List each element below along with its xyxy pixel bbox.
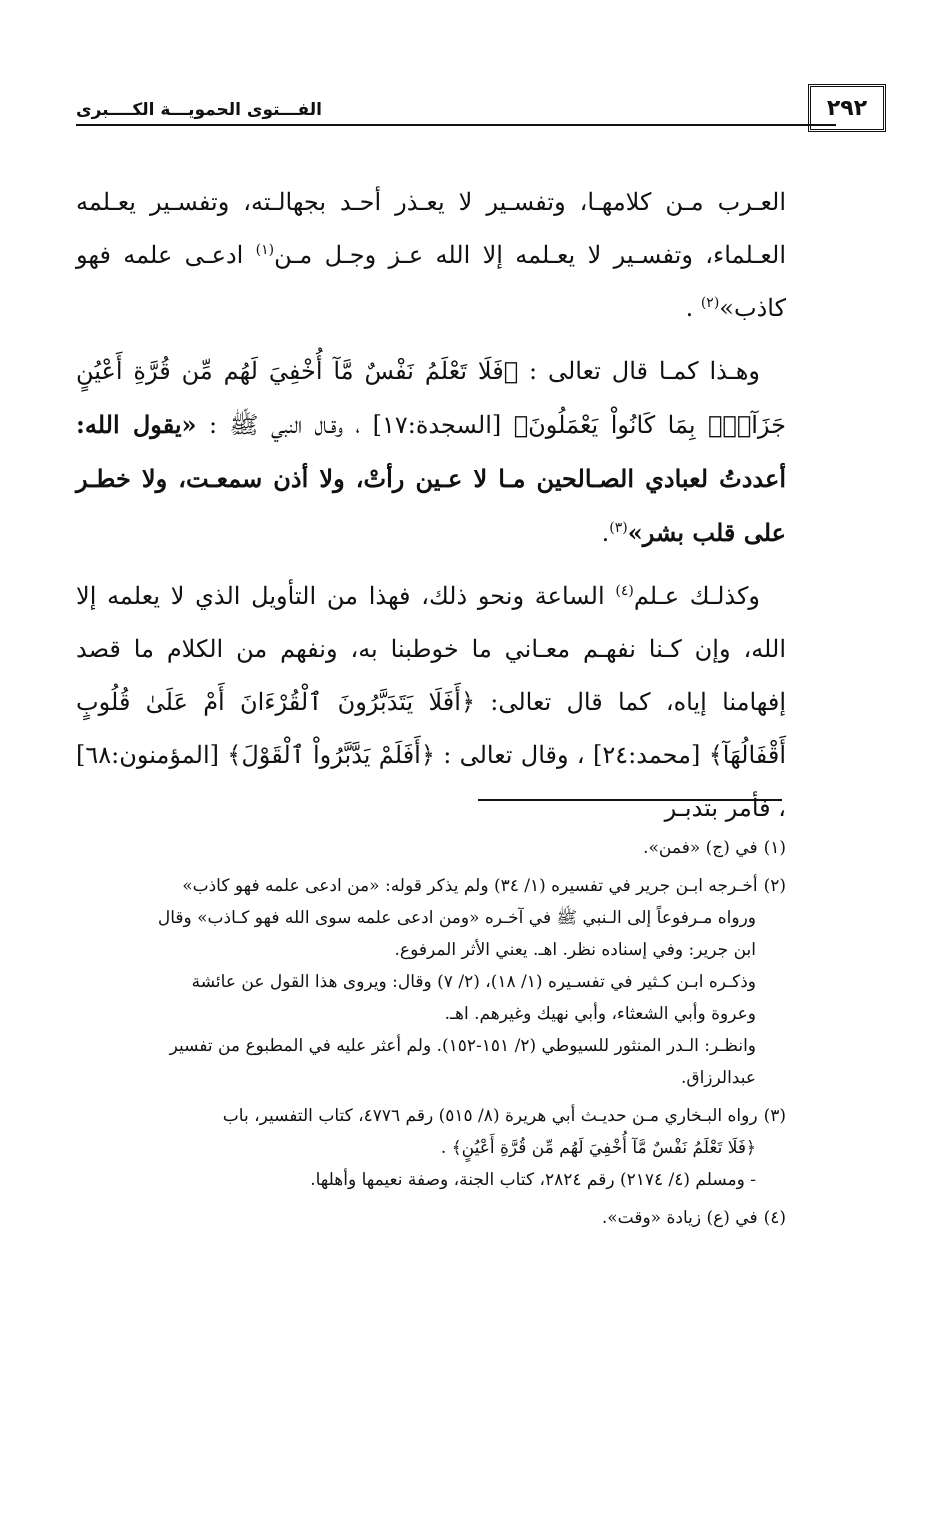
footnote-1 [76,832,786,864]
footnote-3-line-2: ﴿فَلَا تَعْلَمُ نَفْسٌ مَّآ أُخْفِيَ لَهُم مِّن قُرَّةِ أَعْيُنٍ﴾ . [440,1138,756,1158]
footnote-ref-2: (٢) [700,295,720,311]
footnote-4 [76,1202,786,1234]
footnote-separator [478,799,782,801]
paragraph-3 [76,570,786,835]
footnote-ref-1: (١) [255,242,275,258]
hadith-quote: «يقول الله: أعددتُ لعبادي الصـالحين مـا لا عـين رأتْ، ولا أذن سمعـت، ولا خطـر على قلب بشر» [76,410,786,547]
footnote-2 [76,870,786,1094]
footnote-ref-4: (٤) [615,583,634,599]
footnote-2-line-5: وعروة وأبي الشعثاء، وأبي نهيك وغيرهم. اهـ. [444,1004,756,1024]
paragraph-1 [76,176,786,335]
footnote-3-line-1-text: رواه البـخاري مـن حديـث أبي هريرة (٨/ ٥١٥) رقم ٤٧٧٦، كتاب التفسير، باب [222,1106,758,1126]
footnote-1-text: في (ج) «فمن». [643,838,758,858]
footnote-3 [76,1100,786,1196]
paragraph-3-text: الساعة ونحو ذلك، فهذا من التأويل الذي لا يعلمه إلا الله، وإن كـنا نفهـم معـاني ما خوطبنا به، ونفهم من الكلام ما قصد إفهامنا إياه، كما قال تعالى: [76,582,787,716]
footnote-3-line-1 [76,1100,786,1132]
footnote-2-line-1 [76,870,786,902]
quran-verse-sajdah: ﴿فَلَا تَعْلَمُ نَفْسٌ مَّآ أُخْفِيَ لَهُم مِّن قُرَّةِ أَعْيُنٍ جَزَآءَۢ بِمَا كَانُواْ يَعْمَلُونَ﴾ [76,357,786,439]
footnote-3-number: (٣) [763,1106,786,1126]
paragraph-3-citation-2: [المؤمنون:٦٨] ، فأمر بتدبـر [76,741,786,822]
footnote-2-line-1-text: أخـرجه ابـن جرير في تفسيره (١/ ٣٤) ولم يذكر قوله: «من ادعى علمه فهو كاذب» [182,876,758,896]
paragraph-2-citation: [السجدة:١٧] ، وقـال النبي ﷺ : [196,411,514,439]
quran-verse-muminun: ﴿أَفَلَمْ يَدَّبَّرُواْ ٱلْقَوْلَ﴾ [227,741,435,769]
footnote-ref-3: (٣) [609,520,628,536]
page-number-text: ٢٩٢ [826,95,868,121]
main-text [76,176,786,845]
paragraph-3-citation-1: [محمد:٢٤] ، وقال تعالى : [434,741,709,769]
footnote-4-number: (٤) [763,1208,786,1228]
footnote-2-line-7: عبدالرزاق. [680,1068,756,1088]
quran-verse-muhammad: ﴿أَفَلَا يَتَدَبَّرُونَ ٱلْقُرْءَانَ أَمْ عَلَىٰ قُلُوبٍ أَقْفَالُهَآ﴾ [76,688,787,769]
footnotes [76,832,786,1240]
footnote-2-line-2: ورواه مـرفوعاً إلى الـنبي ﷺ في آخـره «ومن ادعى علمه سوى الله فهو كـاذب» وقال [157,908,756,928]
running-header [76,88,836,126]
running-header-title: الفـــتوى الحمويـــة الكــــبرى [76,100,322,120]
footnote-2-number: (٢) [763,876,786,896]
footnote-1-number: (١) [763,838,786,858]
paragraph-1-text: العـرب مـن كلامهـا، وتفسـير لا يعـذر أحـد بجهالـته، وتفسـير يعـلمه العـلماء، وتفسـير لا يعـلمه إلا الله عـز وجـل مـن [76,188,786,269]
paragraph-2-end: . [601,519,610,547]
paragraph-1-end: . [685,294,701,322]
paragraph-3-intro: وكذلـك عـلم [633,582,760,610]
paragraph-1-continuation: ادعـى علمه فهو كاذب» [76,241,786,322]
footnote-2-line-3: ابن جرير: وفي إسناده نظر. اهـ. يعني الأثر المرفوع. [394,940,756,960]
paragraph-2-intro: وهـذا كمـا قال تعالى : [518,357,760,385]
footnote-2-line-6: وانظـر: الـدر المنثور للسيوطي (٢/ ١٥١-١٥٢). ولم أعثر عليه في المطبوع من تفسير [169,1036,756,1056]
paragraph-2 [76,345,786,560]
footnote-2-line-4: وذكـره ابـن كـثير في تفسـيره (١/ ١٨)، (٢/ ٧) وقال: ويروى هذا القول عن عائشة [191,972,756,992]
footnote-4-text: في (ع) زيادة «وقت». [601,1208,758,1228]
footnote-3-line-3: - ومسلم (٤/ ٢١٧٤) رقم ٢٨٢٤، كتاب الجنة، وصفة نعيمها وأهلها. [310,1170,756,1190]
